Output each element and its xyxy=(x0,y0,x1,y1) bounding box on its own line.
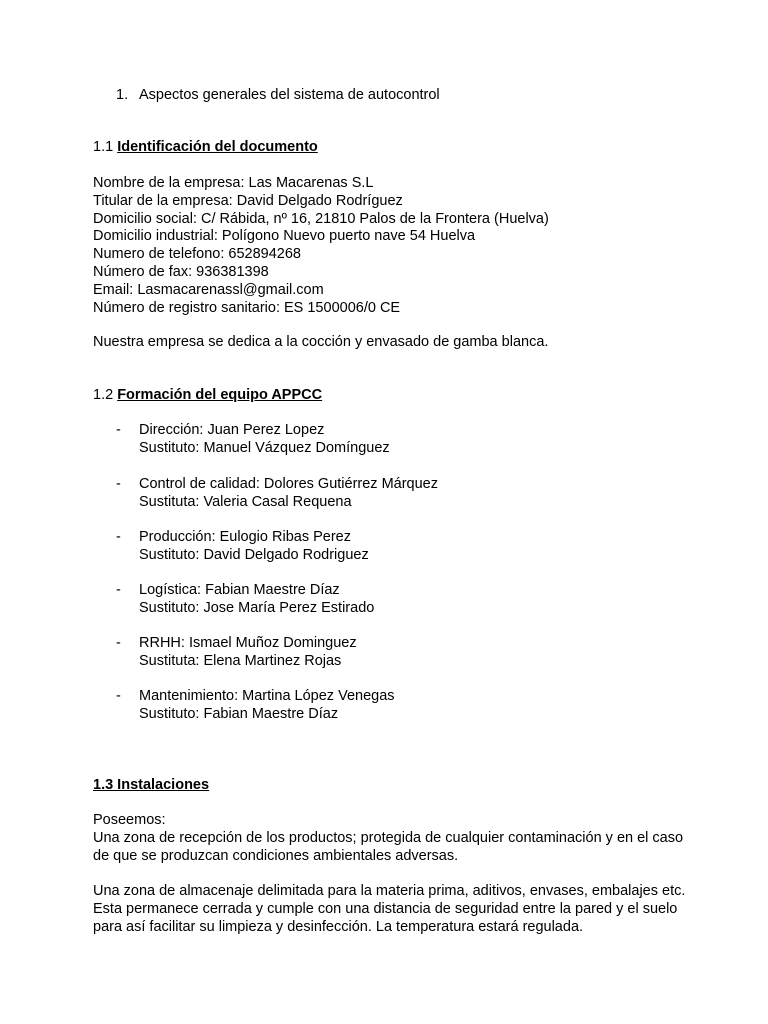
bullet-dash: - xyxy=(116,422,121,438)
phone-number: Numero de telefono: 652894268 xyxy=(93,246,301,263)
sanitary-registry: Número de registro sanitario: ES 1500006/0 CE xyxy=(93,299,401,316)
section-title: Identificación del documento xyxy=(117,139,318,155)
section-number: 1.1 xyxy=(93,139,118,155)
section-1-3-heading: 1.3 Instalaciones xyxy=(93,777,210,793)
facilities-text xyxy=(93,812,683,865)
registered-address: Domicilio social: C/ Rábida, nº 16, 21810 Palos de la Frontera (Huelva) xyxy=(93,210,549,227)
member-role: Mantenimiento: Martina López Venegas xyxy=(139,688,395,704)
bullet-dash: - xyxy=(116,529,121,545)
reception-zone-line: Una zona de recepción de los productos; protegida de cualquier contaminación y en el caso xyxy=(93,829,684,846)
member-role: Dirección: Juan Perez Lopez xyxy=(139,422,325,438)
bullet-dash: - xyxy=(116,688,121,704)
section-1-1-heading xyxy=(93,139,318,157)
member-role: RRHH: Ismael Muñoz Dominguez xyxy=(139,635,357,651)
storage-zone-line: Una zona de almacenaje delimitada para la materia prima, aditivos, envases, embalajes etc. xyxy=(93,883,686,899)
member-role: Producción: Eulogio Ribas Perez xyxy=(139,529,351,545)
member-substitute: Sustituto: Manuel Vázquez Domínguez xyxy=(139,439,390,456)
member-substitute: Sustituta: Elena Martinez Rojas xyxy=(139,652,342,669)
list-text: Aspectos generales del sistema de autocontrol xyxy=(139,87,440,103)
member-substitute: Sustituta: Valeria Casal Requena xyxy=(139,493,352,510)
industrial-address: Domicilio industrial: Polígono Nuevo puerto nave 54 Huelva xyxy=(93,228,476,245)
member-substitute: Sustituto: Fabian Maestre Díaz xyxy=(139,705,339,722)
storage-zone-line: Esta permanece cerrada y cumple con una distancia de seguridad entre la pared y el suelo xyxy=(93,900,678,917)
facilities-intro: Poseemos: xyxy=(93,812,166,828)
member-role: Control de calidad: Dolores Gutiérrez Márquez xyxy=(139,476,438,492)
section-1-2-heading xyxy=(93,387,322,405)
company-activity: Nuestra empresa se dedica a la cocción y envasado de gamba blanca. xyxy=(93,334,549,350)
storage-zone-line: para así facilitar su limpieza y desinfección. La temperatura estará regulada. xyxy=(93,918,584,935)
reception-zone-line: de que se produzcan condiciones ambientales adversas. xyxy=(93,847,459,864)
email: Email: Lasmacarenassl@gmail.com xyxy=(93,281,324,298)
member-role: Logística: Fabian Maestre Díaz xyxy=(139,582,340,598)
member-substitute: Sustituto: David Delgado Rodriguez xyxy=(139,546,369,563)
list-number: 1. xyxy=(116,87,129,103)
bullet-dash: - xyxy=(116,635,121,651)
company-name: Nombre de la empresa: Las Macarenas S.L xyxy=(93,175,374,191)
bullet-dash: - xyxy=(116,476,121,492)
section-title: Formación del equipo APPCC xyxy=(117,387,323,403)
section-number: 1.2 xyxy=(93,387,118,403)
company-details xyxy=(93,175,549,317)
numbered-heading xyxy=(116,87,440,105)
member-substitute: Sustituto: Jose María Perez Estirado xyxy=(139,599,375,616)
company-owner: Titular de la empresa: David Delgado Rodríguez xyxy=(93,192,403,209)
bullet-dash: - xyxy=(116,582,121,598)
fax-number: Número de fax: 936381398 xyxy=(93,263,269,280)
storage-zone-paragraph xyxy=(93,883,685,936)
